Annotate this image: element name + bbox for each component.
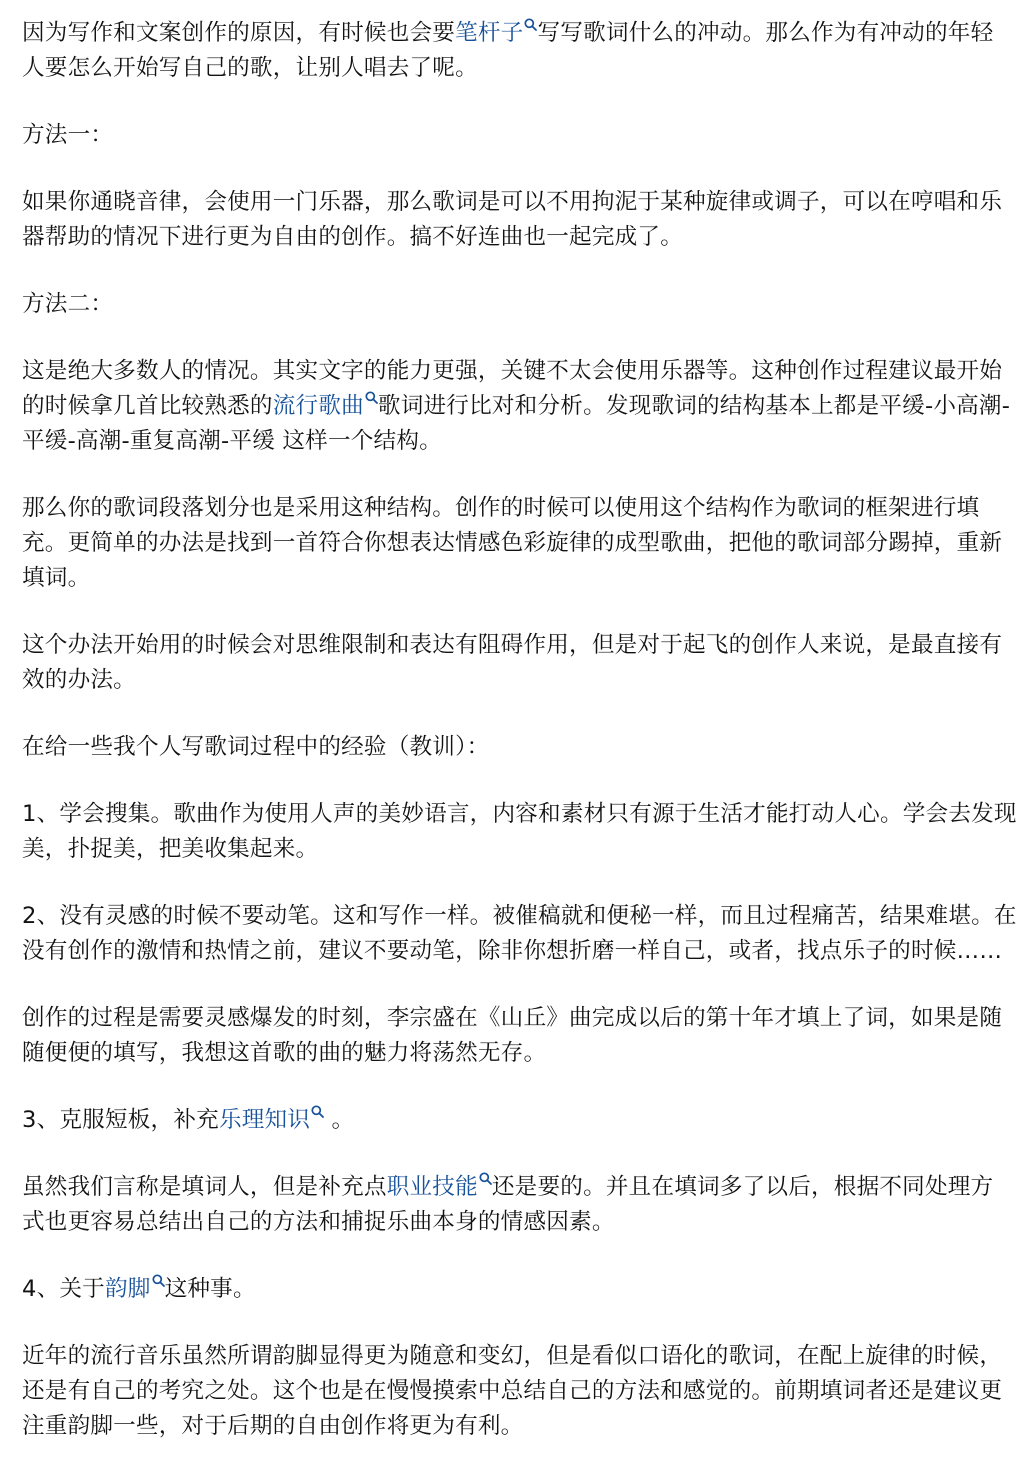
paragraph-skills [22, 1170, 1012, 1240]
text-line: 4、关于韵脚 这种事。 [22, 1276, 256, 1302]
search-icon [479, 1172, 492, 1185]
paragraph-tip-2 [22, 899, 1017, 969]
paragraph-limits [22, 628, 1012, 698]
text-line: 3、克服短板，补充乐理知识 。 [22, 1107, 355, 1133]
paragraph-structure [22, 491, 1012, 596]
text-line: 这个办法开始用的时候会对思维限制和表达有阻碍作用，但是对于起飞的创作人来说，是最直接有 [22, 632, 1003, 658]
paragraph-rhyme [22, 1339, 1012, 1444]
search-icon [524, 18, 537, 31]
paragraph-tip-3 [22, 1103, 1012, 1138]
paragraph-method-one [22, 185, 1012, 255]
search-link-music-theory[interactable]: 乐理知识 [219, 1107, 324, 1133]
text-line: 这是绝大多数人的情况。其实文字的能力更强，关键不太会使用乐器等。这种创作过程建议最开始 [22, 358, 1003, 384]
text-line: 美，扑捉美，把美收集起来。 [22, 836, 319, 862]
heading-method-two: 方法二： [22, 291, 114, 317]
text-line: 注重韵脚一些，对于后期的自由创作将更为有利。 [22, 1413, 524, 1439]
search-icon [152, 1274, 165, 1287]
text-line: 创作的过程是需要灵感爆发的时刻，李宗盛在《山丘》曲完成以后的第十年才填上了词，如果是随 [22, 1005, 1003, 1031]
paragraph-tip-4 [22, 1272, 1012, 1307]
text-line: 充。更简单的办法是找到一首符合你想表达情感色彩旋律的成型歌曲，把他的歌词部分踢掉，重新 [22, 530, 1003, 556]
heading-method-one: 方法一： [22, 122, 114, 148]
text-line: 填词。 [22, 565, 91, 591]
search-link-professional-skills[interactable]: 职业技能 [387, 1174, 492, 1200]
text-line: 没有创作的激情和热情之前，建议不要动笔，除非你想折磨一样自己，或者，找点乐子的时候…… [22, 938, 1003, 964]
text-line: 还是有自己的考究之处。这个也是在慢慢摸索中总结自己的方法和感觉的。前期填词者还是建议更 [22, 1378, 1003, 1404]
search-link-rhyme[interactable]: 韵脚 [105, 1276, 165, 1302]
text-line: 虽然我们言称是填词人，但是补充点职业技能 还是要的。并且在填词多了以后，根据不同处理方 [22, 1174, 994, 1200]
search-icon [365, 391, 378, 404]
search-link-bigan[interactable]: 笔杆子 [455, 20, 537, 46]
paragraph-method-two [22, 354, 1012, 459]
search-link-pop-songs[interactable]: 流行歌曲 [273, 393, 378, 419]
text-line: 1、学会搜集。歌曲作为使用人声的美妙语言，内容和素材只有源于生活才能打动人心。学会去发现 [22, 801, 1017, 827]
paragraph-experience-intro: 在给一些我个人写歌词过程中的经验（教训）： [22, 734, 490, 760]
text-line: 因为写作和文案创作的原因，有时候也会要笔杆子 写写歌词什么的冲动。那么作为有冲动的年轻 [22, 20, 994, 46]
text-line: 近年的流行音乐虽然所谓韵脚显得更为随意和变幻，但是看似口语化的歌词，在配上旋律的时候， [22, 1343, 1003, 1369]
text-line: 的时候拿几首比较熟悉的流行歌曲 歌词进行比对和分析。发现歌词的结构基本上都是平缓-小高潮- [22, 393, 1011, 419]
text-line: 式也更容易总结出自己的方法和捕捉乐曲本身的情感因素。 [22, 1209, 615, 1235]
text-line: 人要怎么开始写自己的歌，让别人唱去了呢。 [22, 55, 478, 81]
text-line: 那么你的歌词段落划分也是采用这种结构。创作的时候可以使用这个结构作为歌词的框架进行填 [22, 495, 980, 521]
text-line: 效的办法。 [22, 667, 136, 693]
search-icon [311, 1105, 324, 1118]
text-line: 随便便的填写，我想这首歌的曲的魅力将荡然无存。 [22, 1040, 547, 1066]
text-line: 如果你通晓音律，会使用一门乐器，那么歌词是可以不用拘泥于某种旋律或调子，可以在哼唱和乐 [22, 189, 1003, 215]
text-line: 平缓-高潮-重复高潮-平缓 这样一个结构。 [22, 428, 442, 454]
paragraph-tip-1 [22, 797, 1017, 867]
text-line: 2、没有灵感的时候不要动笔。这和写作一样。被催稿就和便秘一样，而且过程痛苦，结果难堪。在 [22, 903, 1017, 929]
paragraph-intro [22, 16, 1012, 86]
text-line: 器帮助的情况下进行更为自由的创作。搞不好连曲也一起完成了。 [22, 224, 684, 250]
paragraph-inspiration [22, 1001, 1012, 1071]
